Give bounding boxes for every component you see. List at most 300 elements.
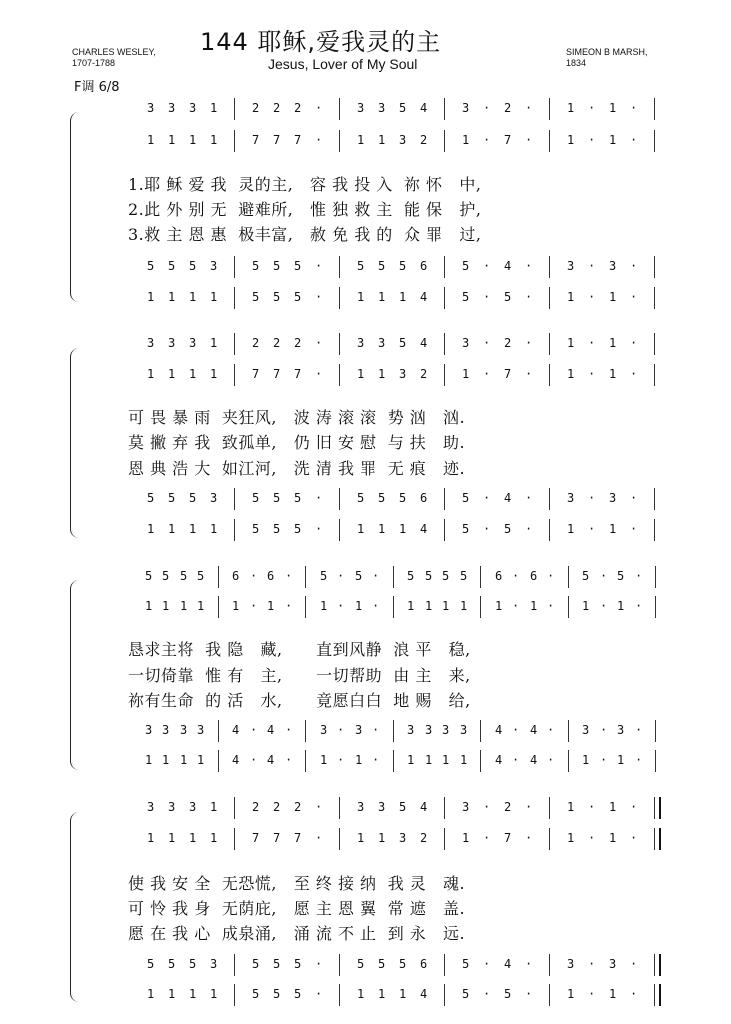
lyric-line: 恳求主将 我 隐 藏, 直到风静 浪 平 稳, — [128, 640, 471, 659]
note: 5 — [617, 569, 625, 583]
note: 1 — [609, 522, 617, 536]
note: 1 — [567, 987, 575, 1001]
note: 4 — [504, 491, 512, 505]
note: 5 — [189, 957, 197, 971]
note: 5 — [357, 491, 365, 505]
note: 5 — [273, 522, 281, 536]
rhythm-dot: · — [483, 336, 491, 350]
note: 7 — [252, 133, 260, 147]
note: 1 — [567, 133, 575, 147]
note: 7 — [504, 133, 512, 147]
note: 5 — [425, 569, 433, 583]
note: 5 — [582, 569, 590, 583]
rhythm-dot: · — [635, 723, 643, 737]
note: 5 — [189, 259, 197, 273]
rhythm-dot: · — [372, 569, 380, 583]
rhythm-dot: · — [630, 522, 638, 536]
note: 3 — [399, 133, 407, 147]
note: 3 — [320, 723, 328, 737]
note: 3 — [462, 800, 470, 814]
note: 5 — [168, 957, 176, 971]
lyric-line: 可 畏 暴 雨 夹狂风, 波 涛 滚 滚 势 汹 汹. — [128, 408, 466, 427]
note: 1 — [609, 800, 617, 814]
rhythm-dot: · — [635, 599, 643, 613]
rhythm-dot: · — [525, 259, 533, 273]
barline — [305, 596, 306, 618]
note: 7 — [273, 367, 281, 381]
note: 5 — [504, 987, 512, 1001]
note: 5 — [504, 290, 512, 304]
note: 3 — [399, 831, 407, 845]
note: 1 — [425, 753, 433, 767]
note: 4 — [232, 723, 240, 737]
barline — [444, 954, 445, 976]
note: 1 — [567, 290, 575, 304]
note: 3 — [180, 723, 188, 737]
rhythm-dot: · — [588, 831, 596, 845]
note: 1 — [145, 753, 153, 767]
note: 3 — [462, 336, 470, 350]
rhythm-dot: · — [630, 957, 638, 971]
final-barline — [654, 828, 661, 850]
barline — [480, 596, 481, 618]
rhythm-dot: · — [315, 831, 323, 845]
note: 3 — [357, 800, 365, 814]
note: 5 — [399, 957, 407, 971]
note: 4 — [232, 753, 240, 767]
rhythm-dot: · — [525, 367, 533, 381]
note: 1 — [357, 367, 365, 381]
rhythm-dot: · — [630, 987, 638, 1001]
note: 1 — [189, 133, 197, 147]
note: 1 — [189, 831, 197, 845]
rhythm-dot: · — [525, 491, 533, 505]
soprano-row — [140, 566, 665, 588]
barline — [393, 596, 394, 618]
rhythm-dot: · — [483, 491, 491, 505]
barline — [654, 287, 655, 309]
system-brace — [70, 348, 79, 538]
barline — [654, 519, 655, 541]
note: 1 — [147, 367, 155, 381]
note: 7 — [294, 133, 302, 147]
note: 1 — [147, 133, 155, 147]
note: 1 — [609, 290, 617, 304]
rhythm-dot: · — [525, 290, 533, 304]
barline — [444, 98, 445, 120]
rhythm-dot: · — [630, 290, 638, 304]
barline — [549, 333, 550, 355]
barline — [339, 954, 340, 976]
note: 3 — [567, 491, 575, 505]
barline — [444, 828, 445, 850]
note: 2 — [504, 800, 512, 814]
note: 3 — [407, 723, 415, 737]
note: 7 — [273, 831, 281, 845]
barline — [218, 750, 219, 772]
note: 5 — [252, 957, 260, 971]
note: 1 — [609, 336, 617, 350]
note: 3 — [210, 957, 218, 971]
note: 5 — [147, 491, 155, 505]
note: 1 — [210, 987, 218, 1001]
note: 1 — [407, 599, 415, 613]
rhythm-dot: · — [337, 599, 345, 613]
note: 1 — [189, 522, 197, 536]
note: 5 — [378, 957, 386, 971]
barline — [218, 596, 219, 618]
barline — [339, 828, 340, 850]
note: 2 — [273, 101, 281, 115]
note: 6 — [530, 569, 538, 583]
barline — [549, 954, 550, 976]
note: 4 — [530, 753, 538, 767]
note: 5 — [460, 569, 468, 583]
note: 1 — [232, 599, 240, 613]
note: 2 — [420, 367, 428, 381]
note: 3 — [378, 800, 386, 814]
note: 3 — [147, 101, 155, 115]
barline — [655, 750, 656, 772]
note: 5 — [168, 491, 176, 505]
barline — [339, 488, 340, 510]
rhythm-dot: · — [483, 133, 491, 147]
note: 5 — [168, 259, 176, 273]
note: 7 — [252, 831, 260, 845]
note: 1 — [582, 753, 590, 767]
barline — [234, 98, 235, 120]
note: 1 — [460, 753, 468, 767]
note: 1 — [378, 290, 386, 304]
note: 1 — [189, 367, 197, 381]
barline — [568, 720, 569, 742]
note: 1 — [168, 133, 176, 147]
note: 5 — [294, 987, 302, 1001]
note: 3 — [162, 723, 170, 737]
note: 5 — [294, 259, 302, 273]
note: 7 — [273, 133, 281, 147]
rhythm-dot: · — [250, 569, 258, 583]
note: 1 — [197, 599, 205, 613]
lyric-line: 3.救 主 恩 惠 极丰富, 赦 免 我 的 众 罪 过, — [128, 225, 482, 244]
note: 3 — [168, 336, 176, 350]
rhythm-dot: · — [372, 753, 380, 767]
note: 5 — [294, 491, 302, 505]
note: 1 — [567, 831, 575, 845]
barline — [305, 720, 306, 742]
final-barline — [654, 797, 661, 819]
barline — [234, 828, 235, 850]
rhythm-dot: · — [315, 101, 323, 115]
note: 6 — [420, 957, 428, 971]
rhythm-dot: · — [547, 753, 555, 767]
note: 1 — [462, 133, 470, 147]
lyric-line: 愿 在 我 心 成泉涌, 涌 流 不 止 到 永 远. — [128, 924, 466, 943]
note: 1 — [378, 133, 386, 147]
barline — [339, 256, 340, 278]
barline — [218, 720, 219, 742]
lyric-line: 可 怜 我 身 无荫庇, 愿 主 恩 翼 常 遮 盖. — [128, 899, 466, 918]
barline — [339, 364, 340, 386]
rhythm-dot: · — [635, 753, 643, 767]
note: 3 — [168, 101, 176, 115]
barline — [234, 488, 235, 510]
note: 5 — [462, 290, 470, 304]
soprano-row — [140, 797, 665, 819]
barline — [549, 797, 550, 819]
note: 5 — [294, 522, 302, 536]
note: 4 — [495, 753, 503, 767]
barline — [654, 333, 655, 355]
note: 4 — [267, 723, 275, 737]
rhythm-dot: · — [512, 723, 520, 737]
barline — [549, 256, 550, 278]
lyric-line: 2.此 外 别 无 避难所, 惟 独 救 主 能 保 护, — [128, 200, 482, 219]
note: 3 — [355, 723, 363, 737]
note: 5 — [504, 522, 512, 536]
note: 1 — [378, 831, 386, 845]
note: 1 — [210, 336, 218, 350]
note: 5 — [162, 569, 170, 583]
note: 1 — [210, 133, 218, 147]
note: 2 — [294, 336, 302, 350]
note: 1 — [399, 290, 407, 304]
lyricist-name: CHARLES WESLEY, — [72, 47, 156, 57]
barline — [393, 566, 394, 588]
rhythm-dot: · — [600, 753, 608, 767]
rhythm-dot: · — [630, 133, 638, 147]
note: 5 — [273, 290, 281, 304]
note: 3 — [168, 800, 176, 814]
note: 1 — [609, 367, 617, 381]
rhythm-dot: · — [588, 957, 596, 971]
note: 2 — [294, 800, 302, 814]
note: 5 — [180, 569, 188, 583]
rhythm-dot: · — [600, 723, 608, 737]
barline — [234, 984, 235, 1006]
barline — [234, 287, 235, 309]
note: 1 — [609, 101, 617, 115]
note: 5 — [399, 259, 407, 273]
note: 1 — [617, 599, 625, 613]
note: 5 — [407, 569, 415, 583]
note: 5 — [462, 491, 470, 505]
note: 1 — [197, 753, 205, 767]
barline — [305, 750, 306, 772]
note: 1 — [617, 753, 625, 767]
note: 1 — [147, 831, 155, 845]
lyric-line: 恩 典 浩 大 如江河, 洗 清 我 罪 无 痕 迹. — [128, 459, 466, 478]
note: 1 — [162, 753, 170, 767]
rhythm-dot: · — [315, 259, 323, 273]
rhythm-dot: · — [630, 831, 638, 845]
note: 1 — [320, 599, 328, 613]
note: 5 — [442, 569, 450, 583]
rhythm-dot: · — [285, 569, 293, 583]
hymn-subtitle: Jesus, Lover of My Soul — [268, 56, 418, 72]
lyric-line: 1.耶 稣 爱 我 灵的主, 容 我 投 入 祢 怀 中, — [128, 175, 482, 194]
note: 1 — [609, 831, 617, 845]
rhythm-dot: · — [315, 336, 323, 350]
note: 5 — [273, 987, 281, 1001]
barline — [444, 333, 445, 355]
rhythm-dot: · — [483, 367, 491, 381]
rhythm-dot: · — [483, 522, 491, 536]
rhythm-dot: · — [588, 336, 596, 350]
rhythm-dot: · — [315, 800, 323, 814]
note: 1 — [442, 599, 450, 613]
barline — [339, 130, 340, 152]
system-brace — [70, 812, 79, 1002]
note: 1 — [180, 753, 188, 767]
note: 3 — [189, 800, 197, 814]
composer-name: SIMEON B MARSH, — [566, 47, 648, 57]
rhythm-dot: · — [315, 522, 323, 536]
note: 3 — [460, 723, 468, 737]
barline — [568, 566, 569, 588]
rhythm-dot: · — [483, 957, 491, 971]
barline — [444, 287, 445, 309]
note: 2 — [252, 336, 260, 350]
note: 5 — [357, 957, 365, 971]
note: 1 — [168, 522, 176, 536]
note: 3 — [197, 723, 205, 737]
note: 4 — [420, 522, 428, 536]
barline — [234, 519, 235, 541]
barline — [480, 750, 481, 772]
barline — [444, 364, 445, 386]
note: 5 — [252, 290, 260, 304]
note: 1 — [210, 831, 218, 845]
note: 4 — [267, 753, 275, 767]
note: 1 — [407, 753, 415, 767]
rhythm-dot: · — [372, 599, 380, 613]
note: 3 — [609, 957, 617, 971]
rhythm-dot: · — [588, 290, 596, 304]
tenor-row — [140, 256, 665, 278]
note: 5 — [462, 522, 470, 536]
barline — [339, 333, 340, 355]
note: 1 — [357, 831, 365, 845]
bass-row — [140, 984, 665, 1006]
rhythm-dot: · — [315, 957, 323, 971]
barline — [444, 130, 445, 152]
note: 5 — [294, 957, 302, 971]
note: 6 — [420, 259, 428, 273]
rhythm-dot: · — [483, 987, 491, 1001]
rhythm-dot: · — [250, 723, 258, 737]
soprano-row — [140, 333, 665, 355]
barline — [339, 797, 340, 819]
note: 3 — [145, 723, 153, 737]
rhythm-dot: · — [525, 957, 533, 971]
note: 1 — [567, 336, 575, 350]
note: 2 — [252, 101, 260, 115]
alto-row — [140, 828, 665, 850]
note: 1 — [609, 987, 617, 1001]
barline — [549, 488, 550, 510]
barline — [218, 566, 219, 588]
rhythm-dot: · — [525, 522, 533, 536]
barline — [549, 364, 550, 386]
note: 1 — [462, 831, 470, 845]
rhythm-dot: · — [588, 133, 596, 147]
note: 3 — [189, 101, 197, 115]
note: 2 — [294, 101, 302, 115]
barline — [654, 256, 655, 278]
hymn-title: 144 耶稣,爱我灵的主 — [200, 28, 442, 56]
barline — [444, 488, 445, 510]
note: 3 — [425, 723, 433, 737]
note: 1 — [267, 599, 275, 613]
barline — [480, 720, 481, 742]
note: 5 — [252, 522, 260, 536]
rhythm-dot: · — [588, 987, 596, 1001]
barline — [444, 984, 445, 1006]
note: 5 — [273, 957, 281, 971]
alto-row — [140, 130, 665, 152]
note: 1 — [378, 987, 386, 1001]
lyricist-credit — [72, 47, 156, 69]
soprano-row — [140, 98, 665, 120]
rhythm-dot: · — [588, 522, 596, 536]
lyric-line: 使 我 安 全 无恐慌, 至 终 接 纳 我 灵 魂. — [128, 874, 466, 893]
note: 3 — [442, 723, 450, 737]
barline — [444, 797, 445, 819]
barline — [339, 519, 340, 541]
note: 5 — [294, 290, 302, 304]
barline — [568, 596, 569, 618]
barline — [655, 720, 656, 742]
tenor-row — [140, 720, 665, 742]
note: 1 — [462, 367, 470, 381]
note: 1 — [162, 599, 170, 613]
note: 5 — [145, 569, 153, 583]
note: 1 — [378, 367, 386, 381]
rhythm-dot: · — [588, 259, 596, 273]
note: 5 — [355, 569, 363, 583]
rhythm-dot: · — [483, 290, 491, 304]
rhythm-dot: · — [600, 599, 608, 613]
note: 7 — [504, 831, 512, 845]
rhythm-dot: · — [315, 987, 323, 1001]
system-brace — [70, 580, 79, 770]
rhythm-dot: · — [337, 753, 345, 767]
note: 3 — [609, 491, 617, 505]
barline — [654, 488, 655, 510]
note: 6 — [267, 569, 275, 583]
rhythm-dot: · — [635, 569, 643, 583]
rhythm-dot: · — [512, 753, 520, 767]
note: 4 — [504, 957, 512, 971]
note: 1 — [210, 800, 218, 814]
rhythm-dot: · — [250, 599, 258, 613]
rhythm-dot: · — [630, 367, 638, 381]
note: 3 — [567, 259, 575, 273]
note: 1 — [210, 367, 218, 381]
note: 7 — [294, 367, 302, 381]
note: 3 — [147, 336, 155, 350]
rhythm-dot: · — [285, 753, 293, 767]
rhythm-dot: · — [285, 723, 293, 737]
rhythm-dot: · — [525, 101, 533, 115]
rhythm-dot: · — [630, 259, 638, 273]
note: 5 — [252, 491, 260, 505]
bass-row — [140, 287, 665, 309]
rhythm-dot: · — [525, 800, 533, 814]
note: 1 — [168, 367, 176, 381]
rhythm-dot: · — [525, 336, 533, 350]
